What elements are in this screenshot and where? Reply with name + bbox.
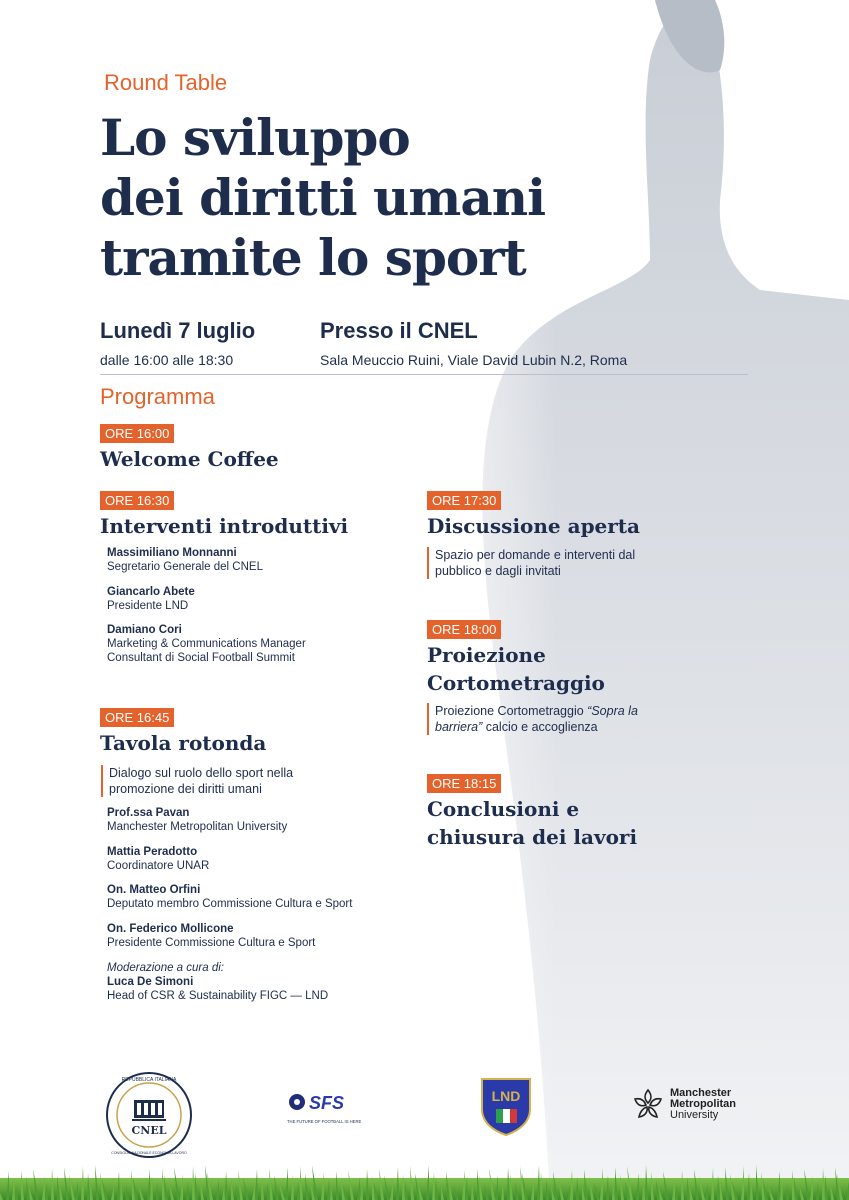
mmu-line-1: Manchester (670, 1087, 732, 1099)
session-tavola-rotonda (100, 708, 266, 757)
sfs-logo-text: SFS (309, 1093, 345, 1113)
time-badge: ORE 16:00 (100, 424, 174, 443)
session-description (427, 547, 635, 579)
description-line (435, 703, 638, 719)
session-description (101, 765, 293, 797)
speaker-role: Coordinatore UNAR (107, 860, 210, 872)
film-title-part: “Sopra la (587, 704, 638, 718)
session-title-line: Cortometraggio (427, 671, 605, 695)
program-heading: Programma (100, 384, 215, 409)
speaker-mollicone (107, 922, 315, 950)
event-date: Lunedì 7 luglio (100, 318, 256, 343)
session-title-line: Proiezione (427, 643, 546, 667)
description-line: Dialogo sul ruolo dello sport nella (109, 766, 294, 780)
speaker-name: Mattia Peradotto (107, 846, 198, 858)
speaker-cori (107, 623, 306, 665)
cnel-ring-top: REPUBBLICA ITALIANA (121, 1077, 177, 1083)
speaker-name: Prof.ssa Pavan (107, 807, 190, 819)
speaker-role: Marketing & Communications Manager (107, 638, 306, 650)
film-title-part: barriera” (435, 720, 483, 734)
session-proiezione (427, 620, 605, 697)
description-line: Spazio per domande e interventi dal (435, 548, 636, 562)
grass-footer (0, 1150, 849, 1200)
mmu-flower-icon (630, 1087, 666, 1123)
title-line-2: dei diritti umani (100, 168, 546, 227)
description-line: promozione dei diritti umani (109, 782, 262, 796)
description-line (435, 719, 638, 735)
speaker-name: On. Federico Mollicone (107, 923, 234, 935)
description-text: Proiezione Cortometraggio (435, 704, 588, 718)
time-badge: ORE 16:30 (100, 491, 174, 510)
speaker-name: Massimiliano Monnanni (107, 547, 237, 559)
speaker-monnanni (107, 546, 263, 574)
speaker-role: Segretario Generale del CNEL (107, 561, 263, 573)
time-badge: ORE 17:30 (427, 491, 501, 510)
time-badge: ORE 16:45 (100, 708, 174, 727)
lnd-logo-text: LND (491, 1088, 521, 1104)
session-conclusioni (427, 774, 637, 851)
speaker-peradotto (107, 845, 209, 873)
page-title (100, 108, 740, 288)
event-address: Sala Meuccio Ruini, Viale David Lubin N.2, Roma (320, 352, 628, 368)
mmu-line-2: Metropolitan (670, 1098, 736, 1110)
session-interventi (100, 491, 348, 540)
session-title: Interventi introduttivi (100, 514, 349, 538)
session-discussione (427, 491, 640, 540)
session-title: Tavola rotonda (100, 731, 267, 755)
session-title-line: Conclusioni e (427, 797, 580, 821)
speaker-role: Presidente Commissione Cultura e Sport (107, 937, 316, 949)
event-time: dalle 16:00 alle 18:30 (100, 352, 234, 368)
cnel-logo (104, 1070, 194, 1160)
cnel-logo-text: CNEL (131, 1124, 167, 1137)
title-line-1: Lo sviluppo (100, 108, 410, 167)
session-title-line: chiusura dei lavori (427, 825, 638, 849)
session-welcome (100, 424, 279, 473)
mmu-logo (630, 1085, 780, 1125)
speaker-name: On. Matteo Orfini (107, 884, 201, 896)
speaker-role: Manchester Metropolitan University (107, 821, 288, 833)
event-venue: Presso il CNEL (320, 318, 478, 343)
session-description (427, 703, 638, 735)
lnd-logo (478, 1075, 534, 1137)
mmu-line-3: University (670, 1109, 719, 1121)
sfs-logo (287, 1088, 379, 1128)
speaker-role: Deputato membro Commissione Cultura e Sport (107, 898, 353, 910)
speaker-role: Presidente LND (107, 600, 189, 612)
moderator-role: Head of CSR & Sustainability FIGC — LND (107, 990, 329, 1002)
speaker-orfini (107, 883, 352, 911)
speaker-abete (107, 585, 195, 613)
speaker-name: Damiano Cori (107, 624, 182, 636)
title-line-3: tramite lo sport (100, 228, 526, 287)
speaker-name: Giancarlo Abete (107, 586, 195, 598)
cnel-ring-bottom: CONSIGLIO NAZIONALE ECONOMIA LAVORO (111, 1151, 187, 1155)
kicker-round-table: Round Table (104, 70, 228, 95)
moderator-block (107, 961, 328, 1003)
header-divider (100, 374, 748, 375)
description-line: pubblico e dagli invitati (435, 564, 561, 578)
moderator-name: Luca De Simoni (107, 976, 194, 988)
speaker-role-2: Consultant di Social Football Summit (107, 652, 295, 664)
time-badge: ORE 18:15 (427, 774, 501, 793)
description-text: calcio e accoglienza (482, 720, 598, 734)
session-title: Welcome Coffee (100, 447, 279, 471)
session-title: Discussione aperta (427, 514, 641, 538)
sfs-tagline: THE FUTURE OF FOOTBALL IS HERE (287, 1119, 362, 1124)
moderation-label: Moderazione a cura di: (107, 962, 224, 974)
speaker-pavan (107, 806, 287, 834)
time-badge: ORE 18:00 (427, 620, 501, 639)
